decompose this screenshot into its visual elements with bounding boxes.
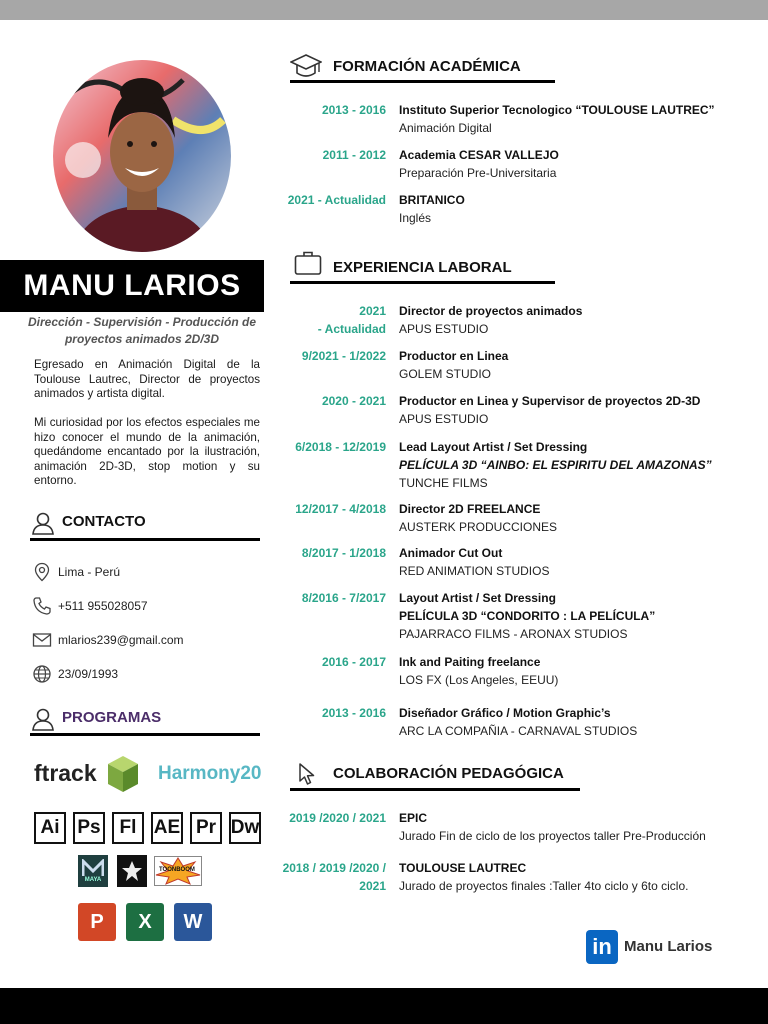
teaching-date-line-1: 2018 / 2019 /2020 / xyxy=(282,861,386,875)
ftrack-logo: ftrack xyxy=(34,760,97,786)
graduation-cap-icon xyxy=(290,52,322,82)
email-text[interactable]: mlarios239@gmail.com xyxy=(58,633,184,647)
user-icon xyxy=(30,706,56,732)
bottom-bar xyxy=(0,988,768,1024)
experience-item xyxy=(399,392,749,428)
education-item-sub: Preparación Pre-Universitaria xyxy=(399,166,557,180)
experience-item-title: Director de proyectos animados xyxy=(399,304,583,318)
experience-item-title: Lead Layout Artist / Set Dressing xyxy=(399,440,588,454)
experience-date: 2020 - 2021 xyxy=(321,394,386,408)
experience-item-company: APUS ESTUDIO xyxy=(399,322,489,336)
maya-label: MAYA xyxy=(84,877,102,883)
education-item-title: Academia CESAR VALLEJO xyxy=(399,148,559,162)
experience-item-company: APUS ESTUDIO xyxy=(399,412,489,426)
education-item-sub: Inglés xyxy=(399,211,432,225)
contact-title: CONTACTO xyxy=(62,513,146,530)
experience-date: 9/2021 - 1/2022 xyxy=(301,349,386,363)
top-bar xyxy=(0,0,768,20)
email-icon xyxy=(32,630,52,650)
experience-item xyxy=(399,589,749,643)
maya-m-icon xyxy=(82,859,104,877)
maya-icon xyxy=(78,855,108,887)
education-item-sub: Animación Digital xyxy=(399,121,492,135)
experience-date: 8/2016 - 7/2017 xyxy=(301,591,386,605)
education-item xyxy=(399,146,749,182)
teaching-date xyxy=(250,859,386,895)
teaching-rule xyxy=(290,788,580,791)
harmony-logo: Harmony20 xyxy=(158,763,262,784)
education-rule xyxy=(290,80,555,83)
dreamweaver-icon: Dw xyxy=(229,812,261,844)
experience-item-title: Animador Cut Out xyxy=(399,546,503,560)
experience-item-company: ARC LA COMPAÑIA - CARNAVAL STUDIOS xyxy=(399,724,638,738)
programs-rule xyxy=(30,733,260,736)
experience-date: 8/2017 - 1/2018 xyxy=(301,546,386,560)
globe-icon xyxy=(32,664,52,684)
premiere-icon: Pr xyxy=(190,812,222,844)
excel-icon: X xyxy=(126,903,164,941)
experience-item xyxy=(399,302,749,338)
experience-item xyxy=(399,544,749,580)
phone-icon xyxy=(32,596,52,616)
experience-item-company: AUSTERK PRODUCCIONES xyxy=(399,520,558,534)
phone-text[interactable]: +511 955028057 xyxy=(58,599,148,613)
experience-item xyxy=(399,500,749,536)
teaching-item xyxy=(399,809,749,845)
programs-title: PROGRAMAS xyxy=(62,709,162,726)
subtitle-line-1: Dirección - Supervisión - Producción de xyxy=(27,315,257,329)
linkedin-icon[interactable]: in xyxy=(586,930,618,964)
ftrack-cube-icon xyxy=(106,754,140,794)
experience-item xyxy=(399,438,749,492)
contact-email xyxy=(32,630,184,650)
profile-name: MANU LARIOS xyxy=(0,260,264,312)
zbrush-star-icon xyxy=(121,860,143,882)
contact-rule xyxy=(30,538,260,541)
word-icon: W xyxy=(174,903,212,941)
after-effects-icon: AE xyxy=(151,812,183,844)
education-item xyxy=(399,101,749,137)
experience-rule xyxy=(290,281,555,284)
toonboom-label: TOONBOOM xyxy=(159,867,195,873)
experience-item-title: Diseñador Gráfico / Motion Graphic’s xyxy=(399,706,611,720)
teaching-date-line-2: 2021 xyxy=(359,879,386,893)
teaching-item-sub: Jurado de proyectos finales :Taller 4to ciclo y 6to ciclo. xyxy=(399,879,689,893)
teaching-item xyxy=(399,859,749,895)
subtitle-line-2: proyectos animados 2D/3D xyxy=(64,332,220,346)
experience-item-project: PELÍCULA 3D “AINBO: EL ESPIRITU DEL AMAZONAS” xyxy=(399,458,712,472)
experience-date: 2016 - 2017 xyxy=(321,655,386,669)
experience-date xyxy=(250,302,386,338)
linkedin-name[interactable]: Manu Larios xyxy=(624,938,713,955)
briefcase-icon xyxy=(294,250,322,276)
birthdate-text: 23/09/1993 xyxy=(58,667,119,681)
education-date: 2013 - 2016 xyxy=(321,103,386,117)
user-icon xyxy=(30,510,56,536)
experience-item-title: Layout Artist / Set Dressing xyxy=(399,591,556,605)
experience-date-line-2: - Actualidad xyxy=(317,322,386,336)
toonboom-icon xyxy=(154,856,202,886)
experience-item-company: PAJARRACO FILMS - ARONAX STUDIOS xyxy=(399,627,628,641)
experience-item-company: GOLEM STUDIO xyxy=(399,367,492,381)
experience-item-company: TUNCHE FILMS xyxy=(399,476,488,490)
photoshop-icon: Ps xyxy=(73,812,105,844)
experience-item xyxy=(399,347,749,383)
education-date: 2021 - Actualidad xyxy=(287,193,386,207)
teaching-date: 2019 /2020 / 2021 xyxy=(289,811,386,825)
contact-birthdate xyxy=(32,664,118,684)
teaching-item-sub: Jurado Fin de ciclo de los proyectos taller Pre-Producción xyxy=(399,829,706,843)
experience-item-title: Productor en Linea y Supervisor de proyectos 2D-3D xyxy=(399,394,701,408)
teaching-item-title: EPIC xyxy=(399,811,428,825)
cursor-pointer-icon xyxy=(298,762,316,786)
experience-item-project: PELÍCULA 3D “CONDORITO : LA PELÍCULA” xyxy=(399,609,656,623)
experience-item-title: Director 2D FREELANCE xyxy=(399,502,541,516)
profile-subtitle xyxy=(20,314,264,348)
experience-item xyxy=(399,704,749,740)
experience-item-company: RED ANIMATION STUDIOS xyxy=(399,564,550,578)
experience-date: 12/2017 - 4/2018 xyxy=(295,502,386,516)
zbrush-icon xyxy=(117,855,147,887)
education-item-title: BRITANICO xyxy=(399,193,465,207)
education-date: 2011 - 2012 xyxy=(322,148,386,162)
powerpoint-icon: P xyxy=(78,903,116,941)
location-pin-icon xyxy=(32,562,52,582)
experience-date-line-1: 2021 xyxy=(359,304,386,318)
bio-paragraph-2: Mi curiosidad por los efectos especiales me hizo conocer el mundo de la animación, quedándome encantado por la ilustración, animación 2D-3D, stop motion y su entorno. xyxy=(34,416,260,488)
contact-phone xyxy=(32,596,148,616)
contact-location xyxy=(32,562,120,582)
experience-date: 6/2018 - 12/2019 xyxy=(295,440,386,454)
profile-photo xyxy=(53,60,231,252)
location-text: Lima - Perú xyxy=(58,565,121,579)
experience-item-title: Ink and Paiting freelance xyxy=(399,655,541,669)
experience-item xyxy=(399,653,749,689)
illustrator-icon: Ai xyxy=(34,812,66,844)
experience-date: 2013 - 2016 xyxy=(321,706,386,720)
experience-title: EXPERIENCIA LABORAL xyxy=(333,259,512,276)
experience-item-title: Productor en Linea xyxy=(399,349,509,363)
flash-icon: Fl xyxy=(112,812,144,844)
education-title: FORMACIÓN ACADÉMICA xyxy=(333,58,521,75)
education-item xyxy=(399,191,749,227)
experience-item-company: LOS FX (Los Angeles, EEUU) xyxy=(399,673,559,687)
education-item-title: Instituto Superior Tecnologico “TOULOUSE LAUTREC” xyxy=(399,103,715,117)
teaching-item-title: TOULOUSE LAUTREC xyxy=(399,861,527,875)
bio-paragraph-1: Egresado en Animación Digital de la Toulouse Lautrec, Director de proyectos animados y artista digital. xyxy=(34,358,260,401)
teaching-title: COLABORACIÓN PEDAGÓGICA xyxy=(333,765,564,782)
